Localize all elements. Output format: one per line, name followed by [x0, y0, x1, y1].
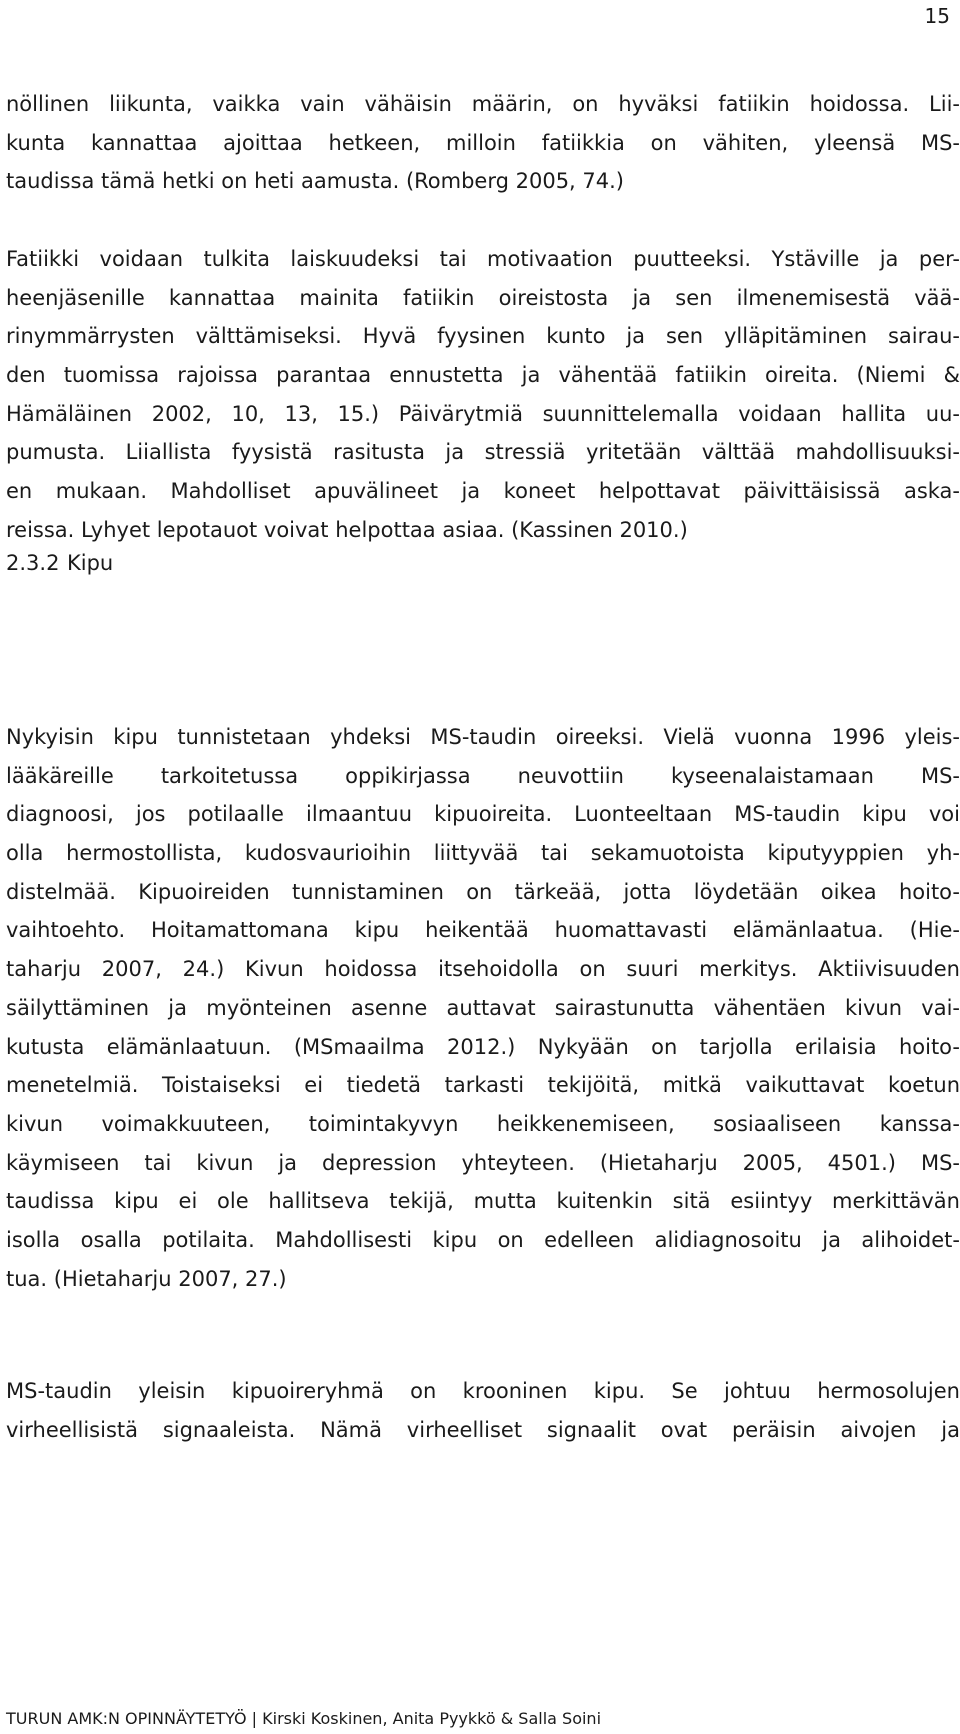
- text-line: den tuomissa rajoissa parantaa ennustetta ja vähentää fatiikin oireita. (Niemi &: [6, 363, 960, 388]
- text-line: reissa. Lyhyet lepotauot voivat helpottaa asiaa. (Kassinen 2010.): [6, 517, 688, 542]
- paragraph-chronic-pain: [6, 1372, 960, 1449]
- section-heading: [6, 544, 113, 582]
- text-line: Nykyisin kipu tunnistetaan yhdeksi MS-taudin oireeksi. Vielä vuonna 1996 yleis-: [6, 725, 960, 749]
- page-number: 15: [924, 4, 950, 28]
- text-line: olla hermostollista, kudosvaurioihin liittyvää tai sekamuotoista kiputyyppien yh-: [6, 841, 960, 866]
- text-line: taudissa tämä hetki on heti aamusta. (Romberg 2005, 74.): [6, 169, 624, 194]
- text-line: heenjäsenille kannattaa mainita fatiikin oireistosta ja sen ilmenemisestä vää-: [6, 285, 960, 310]
- text-line: taudissa kipu ei ole hallitseva tekijä, mutta kuitenkin sitä esiintyy merkittävän: [6, 1189, 960, 1214]
- text-line: virheellisistä signaaleista. Nämä virheelliset signaalit ovat peräisin aivojen ja: [6, 1417, 960, 1442]
- text-line: kunta kannattaa ajoittaa hetkeen, milloin fatiikkia on vähiten, yleensä MS-: [6, 130, 960, 155]
- text-line: säilyttäminen ja myönteinen asenne auttavat sairastunutta vähentäen kivun vai-: [6, 995, 960, 1020]
- section-number: 2.3.2: [6, 551, 60, 575]
- text-line: Fatiikki voidaan tulkita laiskuudeksi tai motivaation puutteeksi. Ystäville ja per-: [6, 247, 960, 271]
- text-line: en mukaan. Mahdolliset apuvälineet ja koneet helpottavat päivittäisissä aska-: [6, 479, 960, 504]
- page-footer: TURUN AMK:N OPINNÄYTETYÖ | Kirski Koskinen, Anita Pyykkö & Salla Soini: [6, 1709, 602, 1728]
- text-line: isolla osalla potilaita. Mahdollisesti kipu on edelleen alidiagnosoitu ja alihoidet-: [6, 1227, 960, 1252]
- text-line: nöllinen liikunta, vaikka vain vähäisin määrin, on hyväksi fatiikin hoidossa. Lii-: [6, 92, 960, 116]
- text-line: taharju 2007, 24.) Kivun hoidossa itsehoidolla on suuri merkitys. Aktiivisuuden: [6, 957, 960, 982]
- text-line: kutusta elämänlaatuun. (MSmaailma 2012.) Nykyään on tarjolla erilaisia hoito-: [6, 1034, 960, 1059]
- text-line: Hämäläinen 2002, 10, 13, 15.) Päivärytmiä suunnittelemalla voidaan hallita uu-: [6, 401, 960, 426]
- section-title: Kipu: [67, 551, 114, 575]
- text-line: lääkäreille tarkoitetussa oppikirjassa neuvottiin kyseenalaistamaan MS-: [6, 763, 960, 788]
- text-line: pumusta. Liiallista fyysistä rasitusta ja stressiä yritetään välttää mahdollisuuksi-: [6, 440, 960, 465]
- text-line: MS-taudin yleisin kipuoireryhmä on krooninen kipu. Se johtuu hermosolujen: [6, 1379, 960, 1403]
- paragraph-fatigue-exercise: [6, 85, 960, 201]
- text-line: kivun voimakkuuteen, toimintakyvyn heikkenemiseen, sosiaaliseen kanssa-: [6, 1111, 960, 1136]
- text-line: käymiseen tai kivun ja depression yhteyteen. (Hietaharju 2005, 4501.) MS-: [6, 1150, 960, 1175]
- text-line: diagnoosi, jos potilaalle ilmaantuu kipuoireita. Luonteeltaan MS-taudin kipu voi: [6, 802, 960, 827]
- text-line: tua. (Hietaharju 2007, 27.): [6, 1266, 287, 1291]
- text-line: rinymmärrysten välttämiseksi. Hyvä fyysinen kunto ja sen ylläpitäminen sairau-: [6, 324, 960, 349]
- paragraph-fatigue-management: [6, 240, 960, 550]
- text-line: menetelmiä. Toistaiseksi ei tiedetä tarkasti tekijöitä, mitkä vaikuttavat koetun: [6, 1073, 960, 1098]
- text-line: distelmää. Kipuoireiden tunnistaminen on tärkeää, jotta löydetään oikea hoito-: [6, 879, 960, 904]
- text-line: vaihtoehto. Hoitamattomana kipu heikentää huomattavasti elämänlaatua. (Hie-: [6, 918, 960, 943]
- paragraph-pain: [6, 718, 960, 1298]
